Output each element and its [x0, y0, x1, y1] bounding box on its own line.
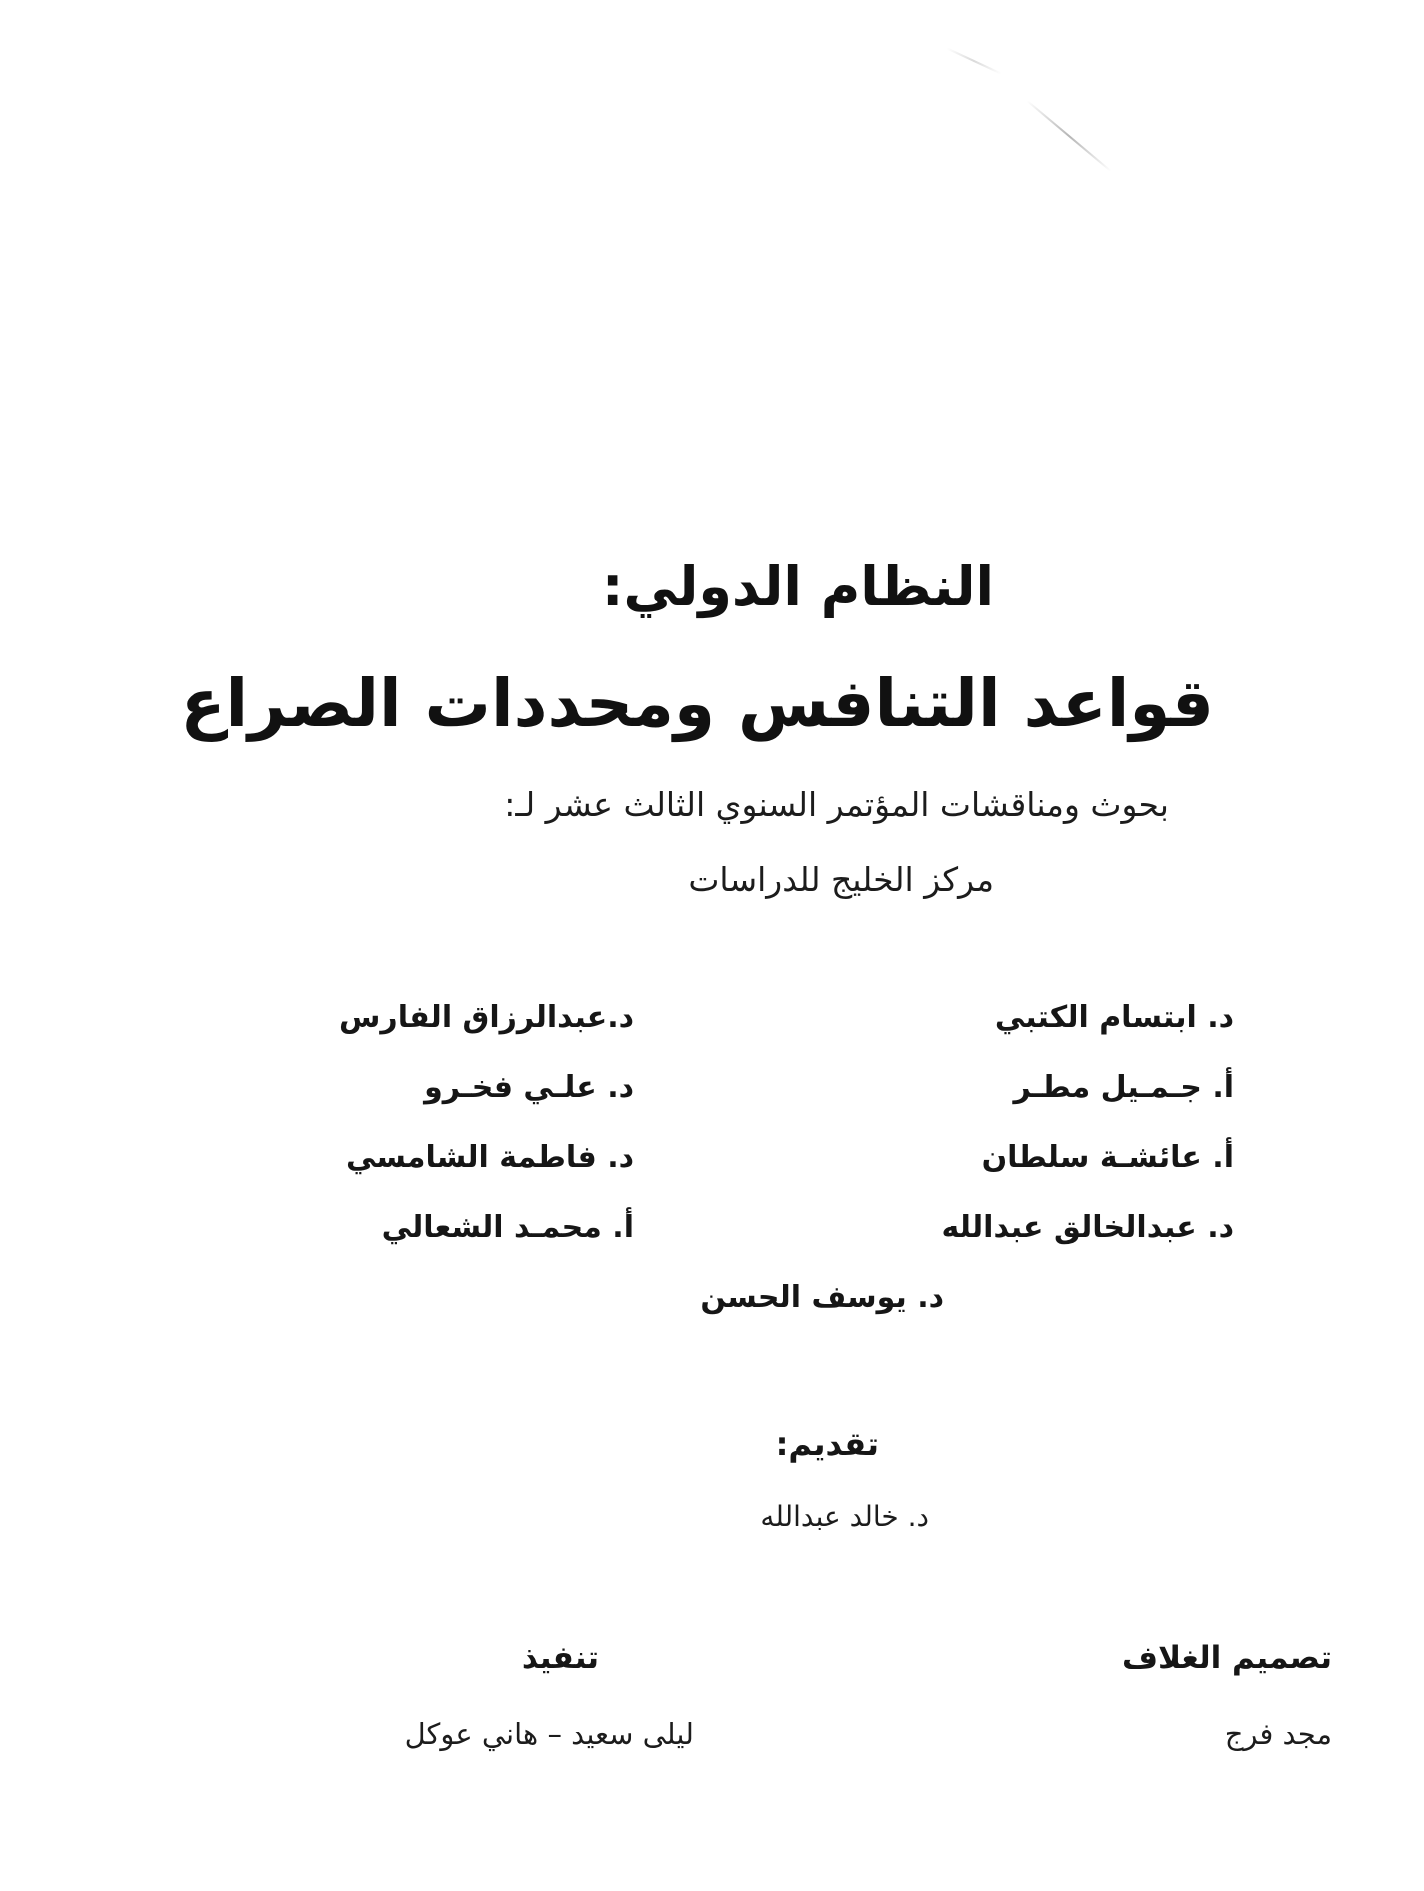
- introduction-label: تقديم:: [775, 1425, 879, 1463]
- author-name: أ. عائشـة سلطان: [981, 1140, 1234, 1175]
- cover-design-name: مجد فرج: [1224, 1717, 1332, 1751]
- book-title-line-1: النظام الدولي:: [601, 555, 994, 618]
- book-subtitle: بحوث ومناقشات المؤتمر السنوي الثالث عشر لـ:: [504, 785, 1169, 824]
- book-title-line-2: قواعد التنافس ومحددات الصراع: [180, 665, 1214, 742]
- cover-design-label: تصميم الغلاف: [1121, 1640, 1332, 1676]
- author-name: د. عبدالخالق عبدالله: [941, 1210, 1234, 1245]
- organization-name: مركز الخليج للدراسات: [688, 860, 994, 899]
- scan-mark: [946, 47, 1001, 74]
- author-name: د. علـي فخـرو: [424, 1070, 634, 1105]
- introduction-author: د. خالد عبدالله: [760, 1500, 929, 1533]
- author-name: د. فاطمة الشامسي: [346, 1140, 634, 1175]
- execution-names: ليلى سعيد – هاني عوكل: [404, 1717, 694, 1751]
- author-name: د. يوسف الحسن: [700, 1280, 944, 1315]
- author-name: د. ابتسام الكتبي: [994, 1000, 1234, 1035]
- author-name: أ. محمـد الشعالي: [381, 1210, 634, 1245]
- author-name: أ. جـمـيل مطـر: [1013, 1070, 1234, 1105]
- author-name: د.عبدالرزاق الفارس: [339, 1000, 634, 1035]
- scan-mark: [1026, 100, 1112, 172]
- execution-label: تنفيذ: [521, 1640, 599, 1676]
